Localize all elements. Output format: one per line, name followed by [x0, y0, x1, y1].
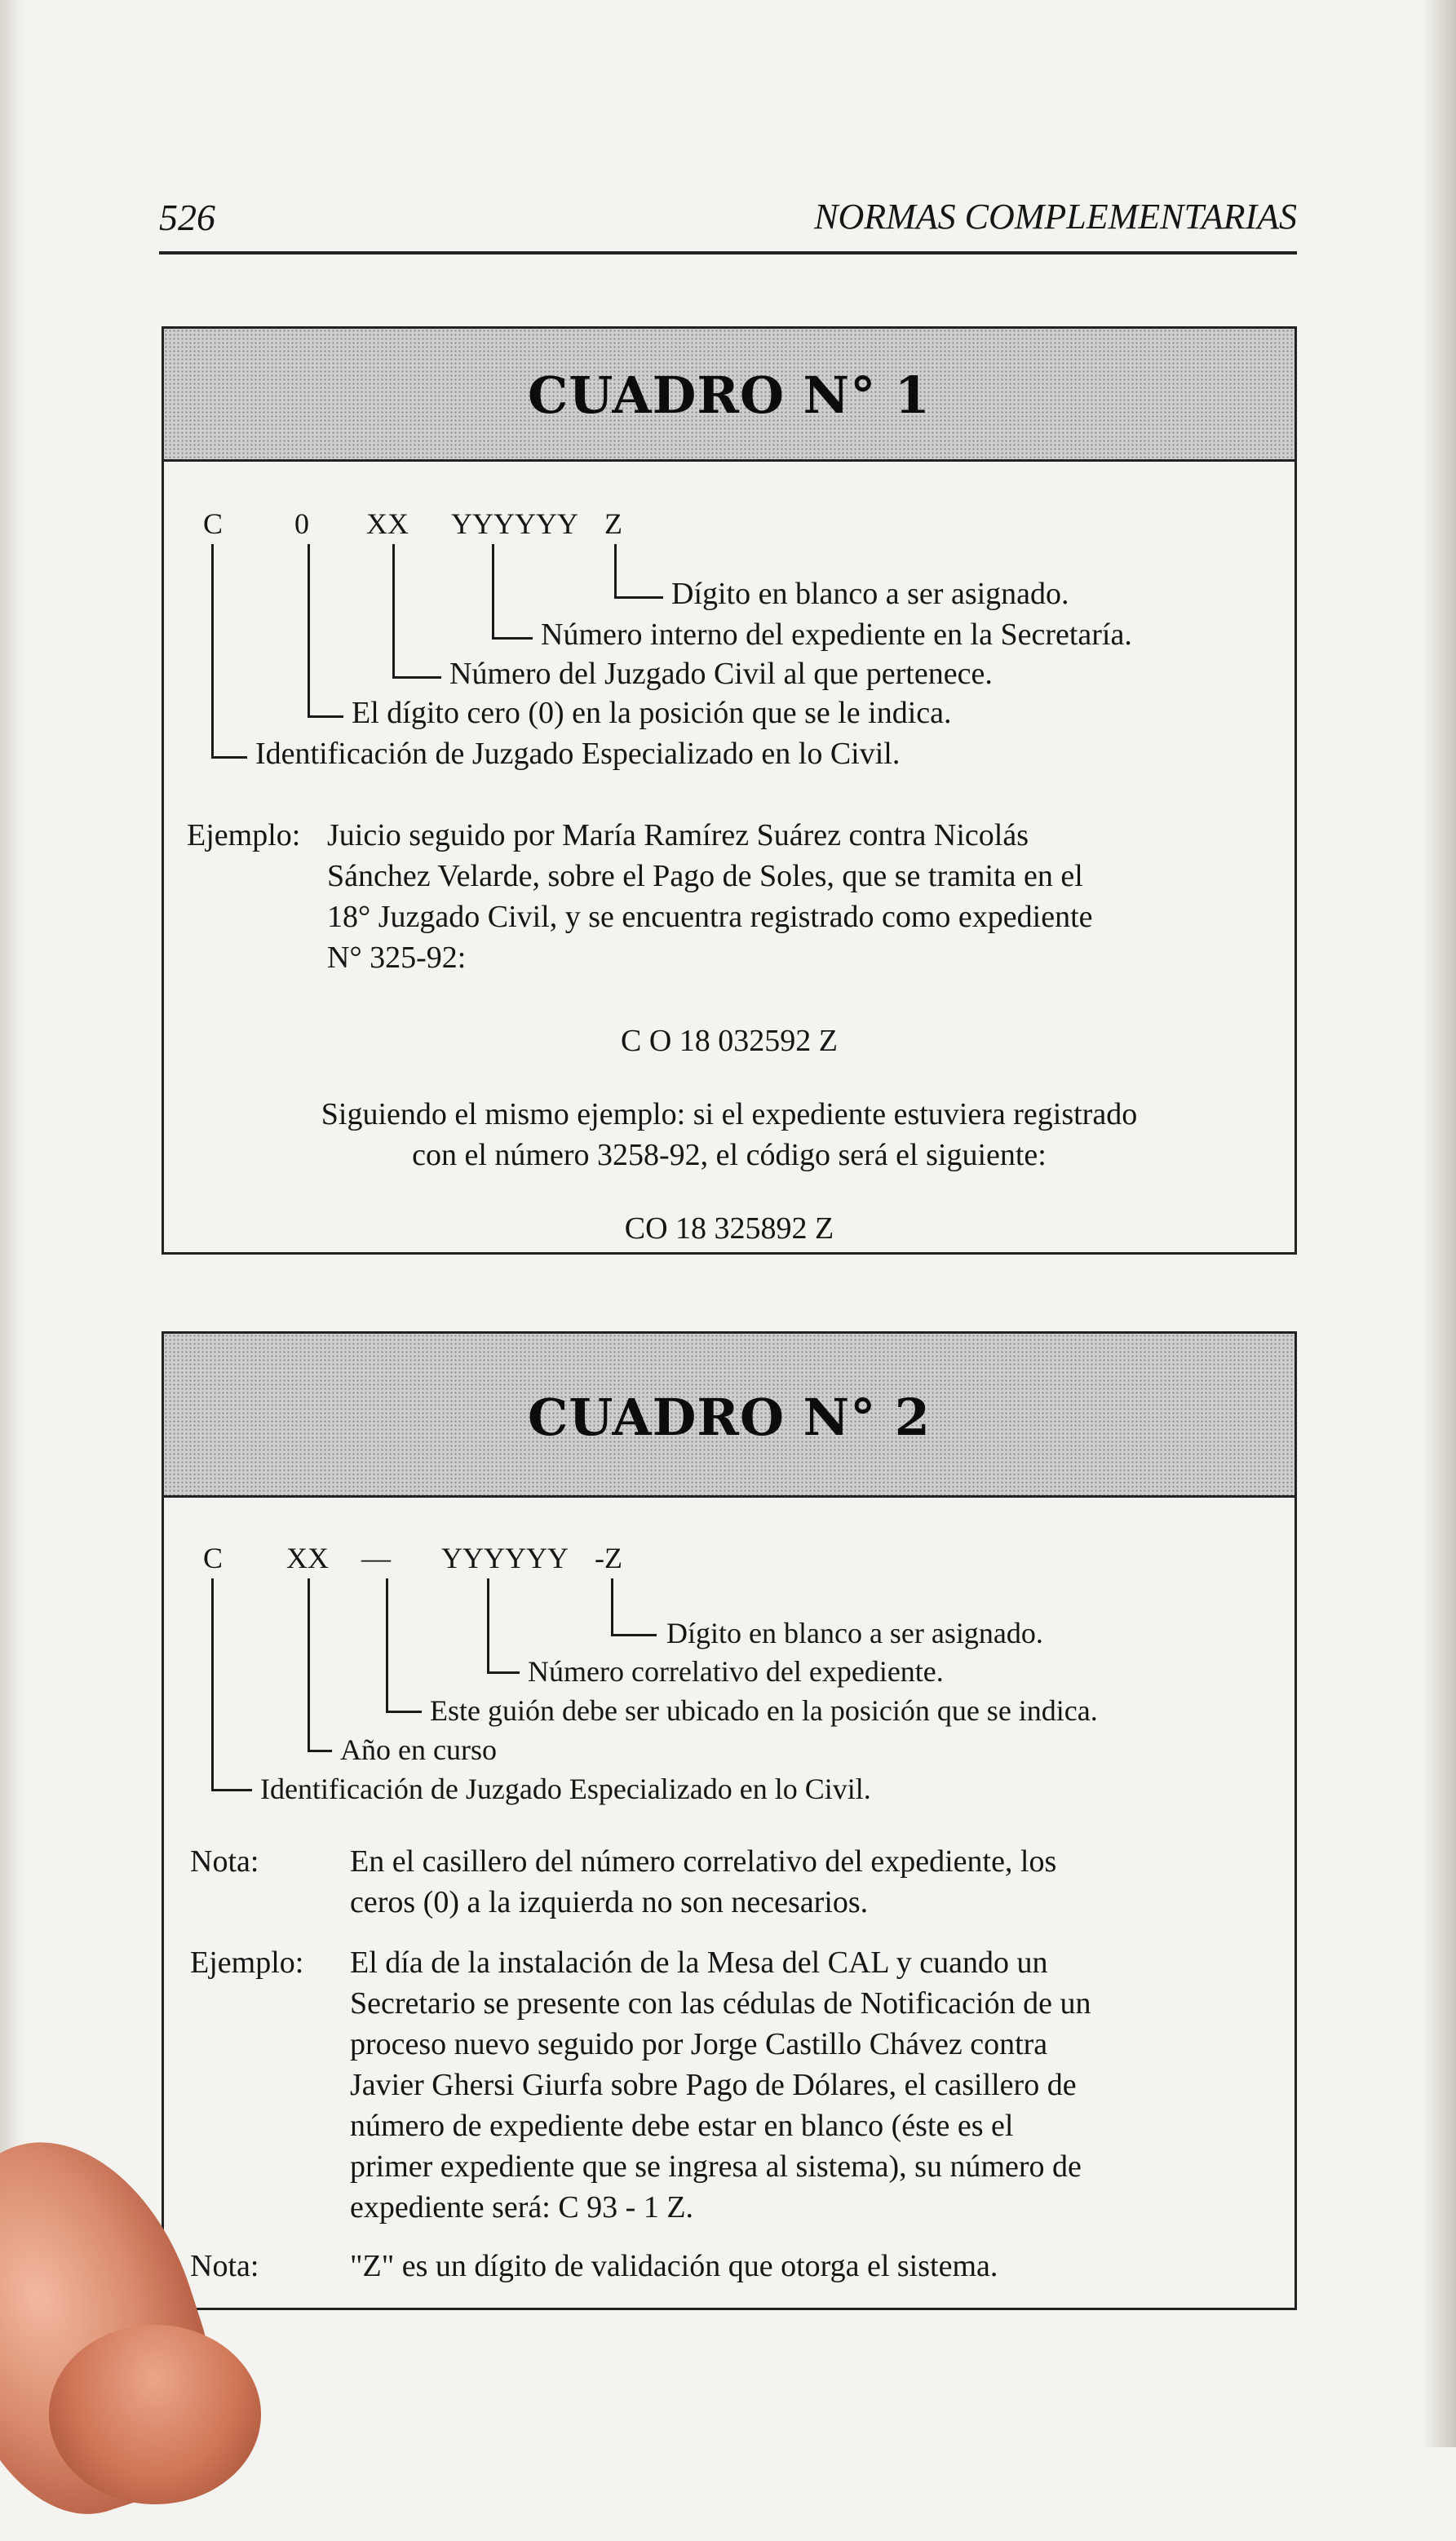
connector2-z — [611, 1578, 613, 1636]
connector2-yyyyyy — [487, 1578, 489, 1673]
example-line-2: Sánchez Velarde, sobre el Pago de Soles, que se tramita en el — [327, 859, 1083, 893]
code-part-c: C — [203, 507, 223, 540]
connector2-dash-arm — [386, 1711, 422, 1713]
code2-part-c: C — [203, 1542, 223, 1574]
nota2-label: Nota: — [190, 2249, 259, 2283]
code2-part-yyyyyy: YYYYYY — [441, 1542, 569, 1574]
connector-xx — [392, 544, 395, 678]
connector-yyyyyy — [492, 544, 494, 639]
connector2-xx-arm — [308, 1750, 332, 1752]
desc-digit-blank: Dígito en blanco a ser asignado. — [671, 577, 1069, 611]
desc2-court-identification: Identificación de Juzgado Especializado en lo Civil. — [260, 1773, 871, 1805]
header-rule — [159, 251, 1297, 255]
desc2-correlative: Número correlativo del expediente. — [528, 1655, 944, 1688]
finger-photo-edge — [49, 2325, 261, 2504]
follow-line-2: con el número 3258-92, el código será el siguiente: — [412, 1138, 1047, 1172]
cuadro-2-box — [162, 1331, 1297, 2310]
connector-zero-arm — [308, 715, 343, 718]
desc-internal-number: Número interno del expediente en la Secretaría. — [541, 618, 1132, 652]
example-code: C O 18 032592 Z — [621, 1024, 838, 1058]
nota1-line-1: En el casillero del número correlativo del expediente, los — [350, 1844, 1057, 1879]
example-line-4: N° 325-92: — [327, 941, 467, 975]
connector2-xx — [308, 1578, 310, 1751]
connector-zero — [308, 544, 310, 717]
desc-court-number: Número del Juzgado Civil al que pertenece. — [449, 657, 993, 691]
nota1-label: Nota: — [190, 1844, 259, 1879]
desc2-current-year: Año en curso — [340, 1733, 497, 1766]
example-line-1: Juicio seguido por María Ramírez Suárez contra Nicolás — [327, 818, 1029, 852]
ejemplo-line-3: proceso nuevo seguido por Jorge Castillo Chávez contra — [350, 2027, 1048, 2061]
cuadro-2-header — [164, 1334, 1294, 1498]
code2-part-xx: XX — [286, 1542, 329, 1574]
connector-c-arm — [211, 756, 247, 759]
ejemplo-line-4: Javier Ghersi Giurfa sobre Pago de Dólares, el casillero de — [350, 2068, 1077, 2102]
page-number: 526 — [159, 197, 215, 238]
cuadro-2-title: CUADRO N° 2 — [528, 1388, 931, 1447]
code-part-z: Z — [604, 507, 622, 540]
connector-yyyyyy-arm — [492, 637, 533, 640]
desc-zero-digit: El dígito cero (0) en la posición que se le indica. — [352, 696, 952, 730]
ejemplo-line-6: primer expediente que se ingresa al sistema), su número de — [350, 2149, 1082, 2184]
code-part-yyyyyy: YYYYYY — [451, 507, 578, 540]
example-line-3: 18° Juzgado Civil, y se encuentra registrado como expediente — [327, 900, 1093, 934]
page-edge-shadow-left — [0, 0, 24, 2447]
connector-z — [614, 544, 617, 598]
follow-line-1: Siguiendo el mismo ejemplo: si el expediente estuviera registrado — [321, 1097, 1138, 1131]
nota1-line-2: ceros (0) a la izquierda no son necesarios. — [350, 1885, 869, 1919]
desc2-dash-position: Este guión debe ser ubicado en la posición que se indica. — [430, 1694, 1098, 1727]
connector-z-arm — [614, 596, 663, 599]
cuadro-1-title: CUADRO N° 1 — [528, 365, 931, 425]
code-part-zero: 0 — [294, 507, 309, 540]
ejemplo-line-2: Secretario se presente con las cédulas de Notificación de un — [350, 1986, 1091, 2021]
ejemplo-line-1: El día de la instalación de la Mesa del CAL y cuando un — [350, 1946, 1048, 1980]
connector2-z-arm — [611, 1634, 657, 1636]
ejemplo-line-5: número de expediente debe estar en blanco (éste es el — [350, 2109, 1014, 2143]
desc-court-identification: Identificación de Juzgado Especializado en lo Civil. — [255, 737, 901, 771]
follow-code: CO 18 325892 Z — [624, 1211, 834, 1246]
ejemplo-label: Ejemplo: — [190, 1946, 304, 1980]
connector2-dash — [386, 1578, 388, 1712]
connector2-c-arm — [211, 1789, 252, 1791]
connector2-c — [211, 1578, 214, 1791]
example-label: Ejemplo: — [187, 818, 301, 852]
ejemplo-line-7: expediente será: C 93 - 1 Z. — [350, 2190, 694, 2224]
code2-part-dash: — — [361, 1542, 391, 1574]
code-part-xx: XX — [366, 507, 409, 540]
code2-part-z: -Z — [595, 1542, 622, 1574]
nota2-text: "Z" es un dígito de validación que otorga el sistema. — [350, 2249, 998, 2283]
cuadro-1-box — [162, 326, 1297, 1255]
connector-c — [211, 544, 214, 758]
running-title: NORMAS COMPLEMENTARIAS — [814, 197, 1297, 237]
connector2-yyyyyy-arm — [487, 1671, 520, 1674]
page-edge-shadow-right — [1423, 0, 1456, 2447]
cuadro-1-header — [164, 329, 1294, 462]
page-header — [159, 196, 1297, 253]
connector-xx-arm — [392, 676, 441, 679]
desc2-digit-blank: Dígito en blanco a ser asignado. — [666, 1617, 1043, 1649]
